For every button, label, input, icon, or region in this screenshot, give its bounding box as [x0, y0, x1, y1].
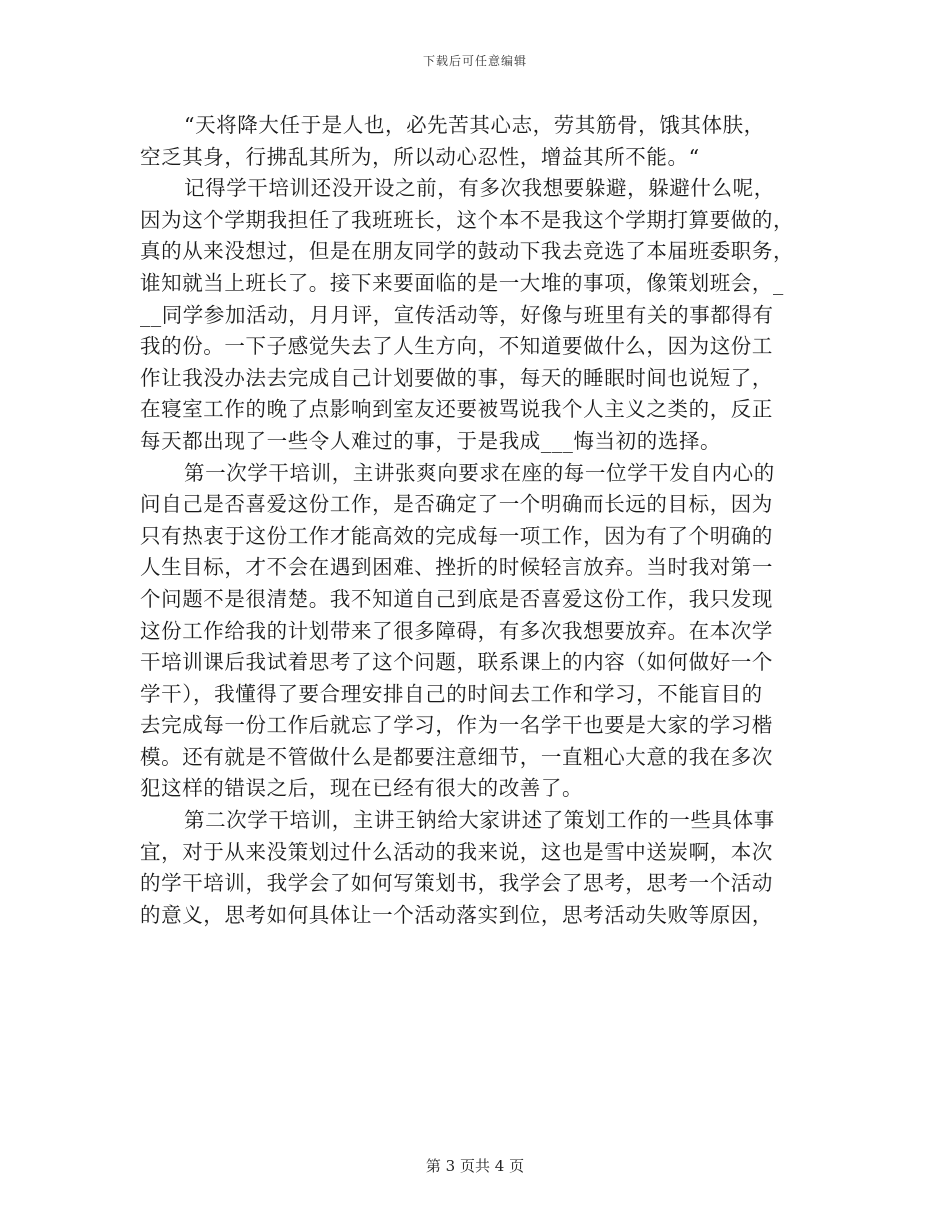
- document-body: [140, 110, 810, 931]
- text-line: 真的从来没想过，但是在朋友同学的鼓动下我去竞选了本届班委职务，: [140, 239, 795, 264]
- text-line: 第一次学干培训，主讲张爽向要求在座的每一位学干发自内心的: [184, 460, 775, 485]
- text-line: 的意义，思考如何具体让一个活动落实到位，思考活动失败等原因，: [140, 902, 773, 927]
- text-line: 记得学干培训还没开设之前，有多次我想要躲避，躲避什么呢，: [184, 176, 775, 201]
- text-line: 空乏其身，行拂乱其所为，所以动心忍性，增益其所不能。“: [140, 144, 700, 169]
- text-line: 模。还有就是不管做什么是都要注意细节，一直粗心大意的我在多次: [140, 744, 773, 769]
- text-line: 每天都出现了一些令人难过的事，于是我成___悔当初的选择。: [140, 428, 722, 453]
- text-line: 谁知就当上班长了。接下来要面临的是一大堆的事项，像策划班会，_: [140, 270, 784, 295]
- text-line: 的学干培训，我学会了如何写策划书，我学会了思考，思考一个活动: [140, 871, 773, 896]
- text-line: 宜，对于从来没策划过什么活动的我来说，这也是雪中送炭啊，本次: [140, 839, 773, 864]
- text-line: 学干），我懂得了要合理安排自己的时间去工作和学习，不能盲目的: [140, 681, 763, 706]
- text-line: 第二次学干培训，主讲王钠给大家讲述了策划工作的一些具体事: [184, 808, 775, 833]
- text-line: __同学参加活动，月月评，宣传活动等，好像与班里有关的事都得有: [140, 302, 774, 327]
- text-line: 在寝室工作的晚了点影响到室友还要被骂说我个人主义之类的，反正: [140, 397, 773, 422]
- text-line: 问自己是否喜爱这份工作，是否确定了一个明确而长远的目标，因为: [140, 492, 773, 517]
- text-line: 因为这个学期我担任了我班班长，这个本不是我这个学期打算要做的，: [140, 207, 795, 232]
- text-line: 去完成每一份工作后就忘了学习，作为一名学干也要是大家的学习楷: [140, 713, 773, 738]
- text-line: 这份工作给我的计划带来了很多障碍，有多次我想要放弃。在本次学: [140, 618, 773, 643]
- text-line: 犯这样的错误之后，现在已经有很大的改善了。: [140, 776, 584, 801]
- text-line: 人生目标，才不会在遇到困难、挫折的时候轻言放弃。当时我对第一: [140, 555, 773, 580]
- page-header: 下载后可任意编辑: [422, 54, 527, 68]
- text-line: 干培训课后我试着思考了这个问题，联系课上的内容（如何做好一个: [140, 650, 773, 675]
- page-footer: 第 3 页共 4 页: [425, 1157, 525, 1175]
- text-line: “天将降大任于是人也，必先苦其心志，劳其筋骨，饿其体肤，: [184, 113, 765, 137]
- text-line: 作让我没办法去完成自己计划要做的事，每天的睡眠时间也说短了，: [140, 365, 773, 390]
- text-line: 只有热衷于这份工作才能高效的完成每一项工作，因为有了个明确的: [140, 523, 773, 548]
- text-line: 个问题不是很清楚。我不知道自己到底是否喜爱这份工作，我只发现: [140, 586, 773, 611]
- text-line: 我的份。一下子感觉失去了人生方向，不知道要做什么，因为这份工: [140, 334, 773, 359]
